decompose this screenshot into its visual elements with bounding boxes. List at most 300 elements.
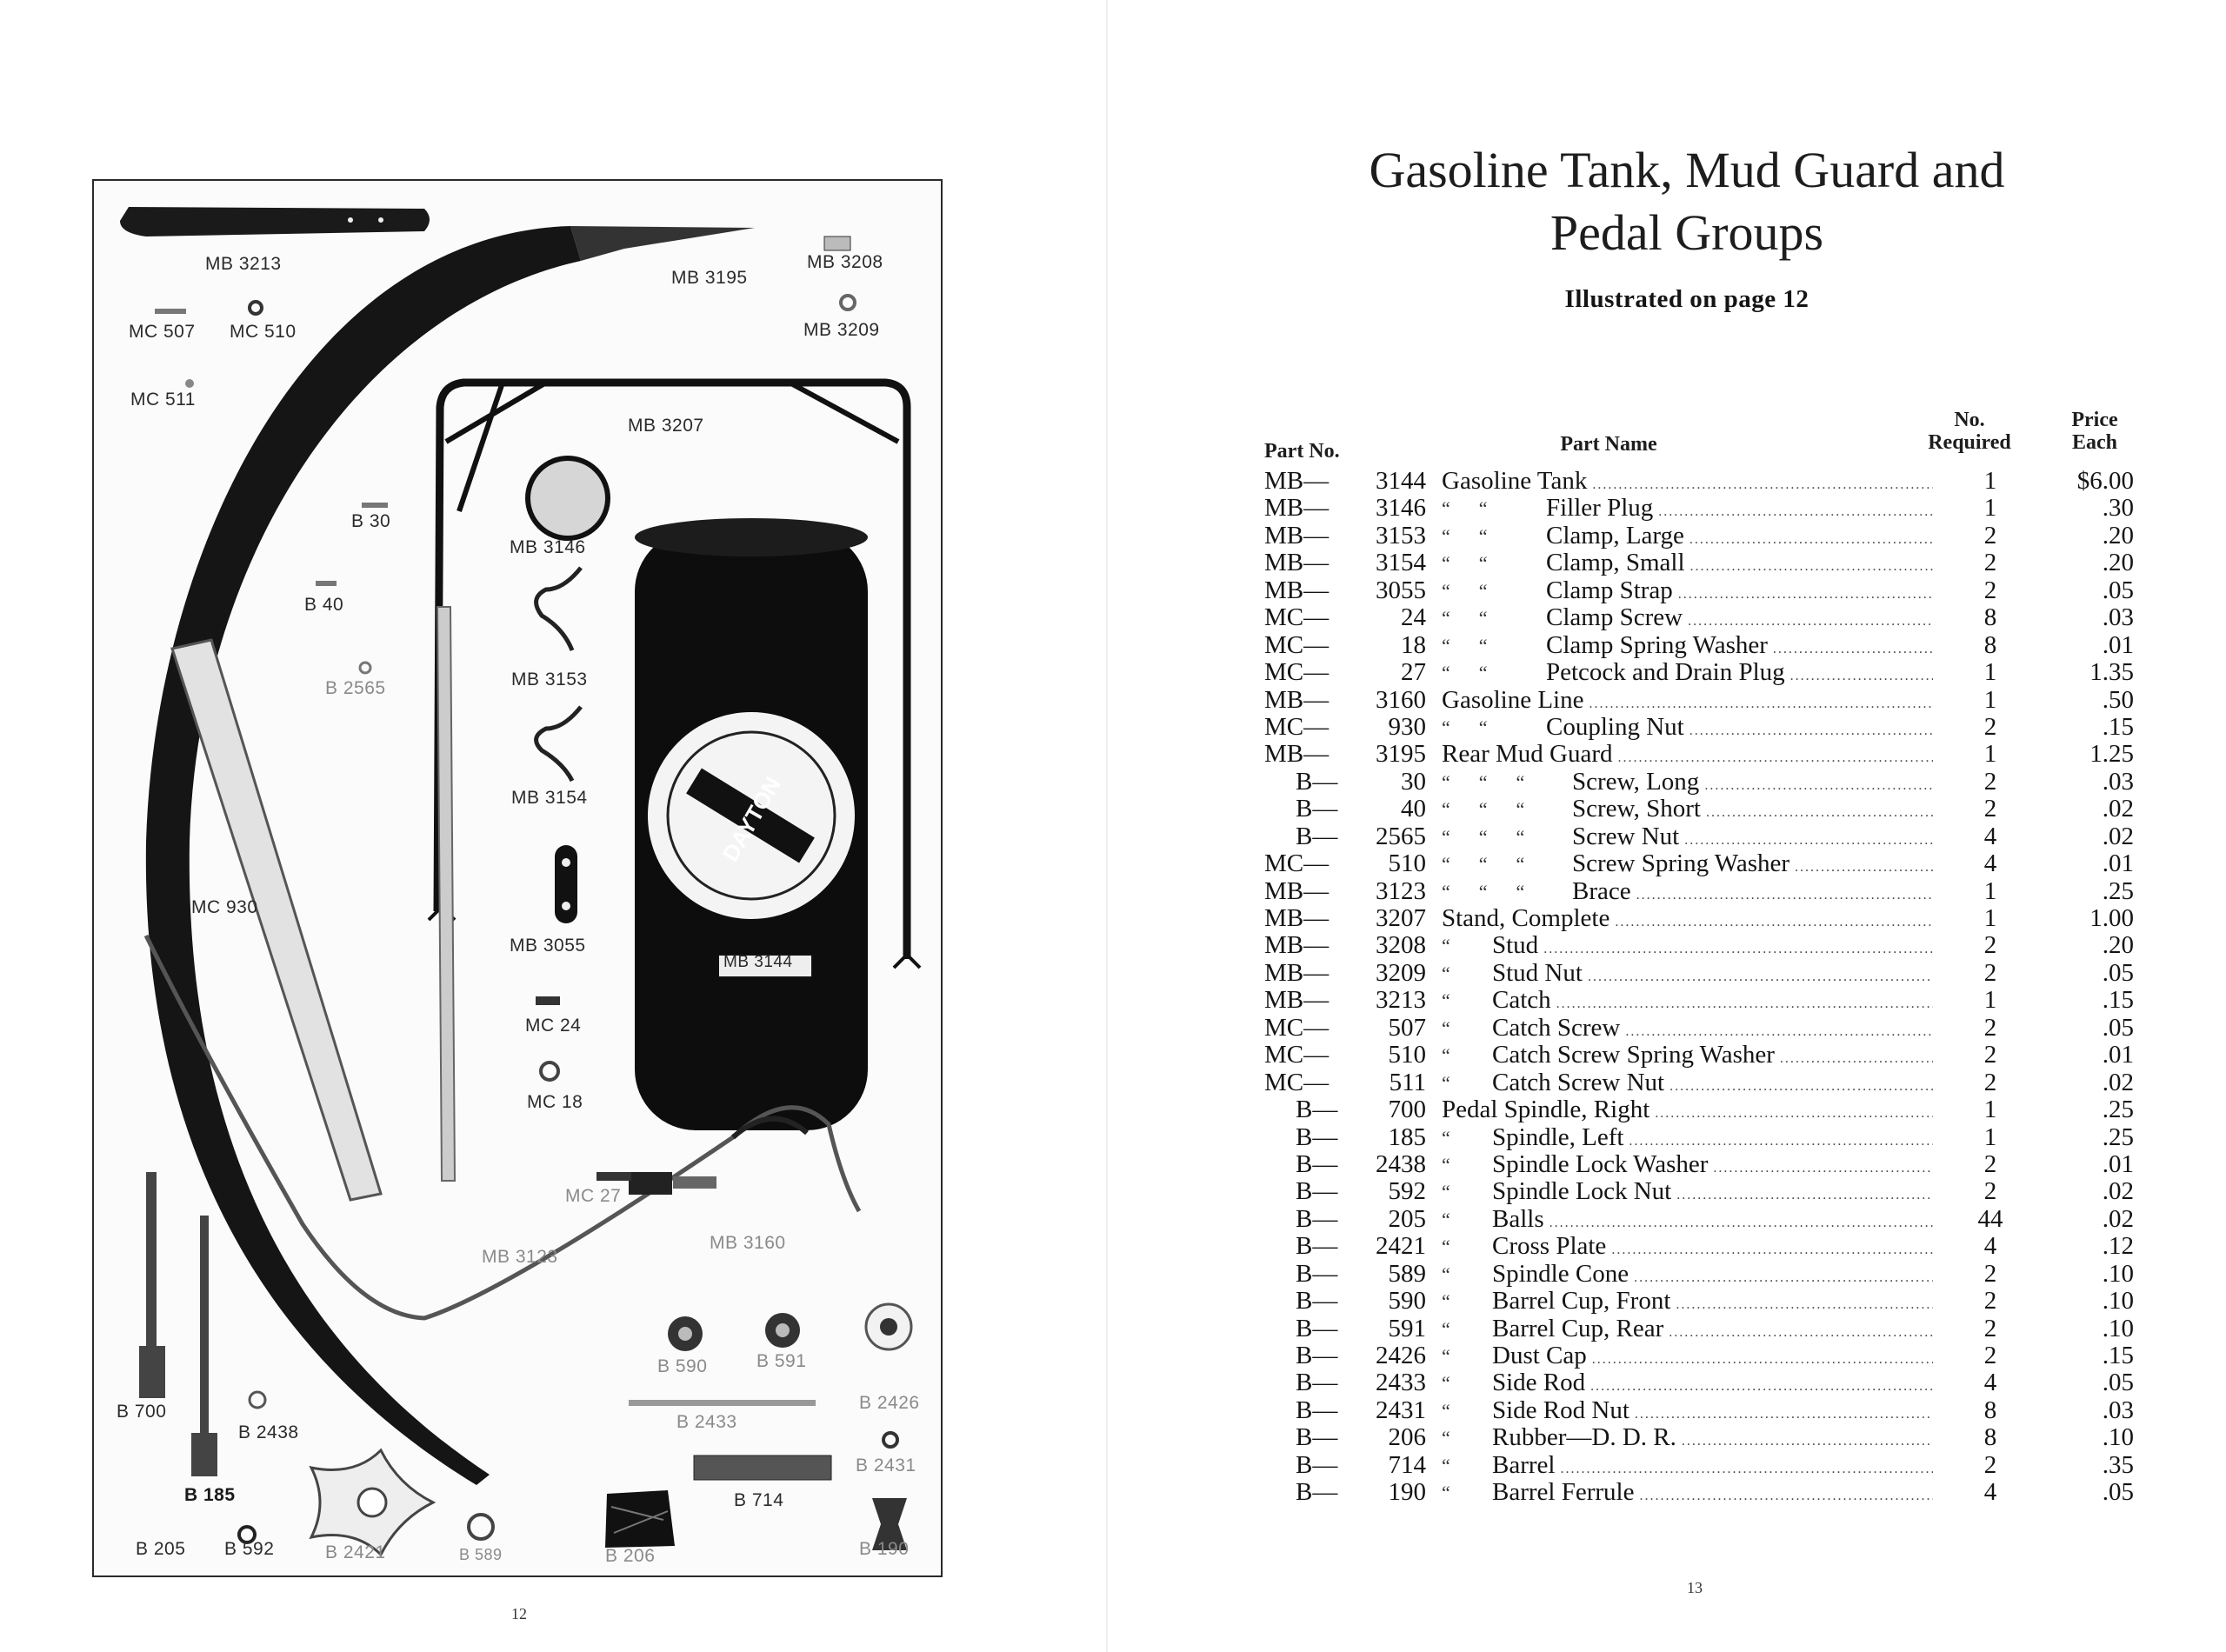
part-number-prefix: B— [1296, 822, 1338, 850]
quantity-required: 2 [1983, 1342, 1997, 1369]
part-number: 510 [1388, 1041, 1426, 1069]
clamp-strap-drawing [555, 845, 577, 923]
part-number: 3146 [1376, 494, 1426, 523]
part-name [1442, 741, 1933, 771]
part-number-prefix: B— [1296, 1478, 1338, 1507]
parts-table-row [1264, 1369, 2134, 1396]
price-each: .30 [2102, 494, 2134, 523]
part-label-mb3154: MB 3154 [511, 788, 588, 808]
quantity-required: 2 [1983, 958, 1997, 987]
part-name-text: Catch [1492, 987, 1551, 1015]
price-each: 1.00 [2089, 904, 2134, 932]
part-name [1442, 1178, 1933, 1209]
quantity-required: 1 [1983, 1122, 1997, 1151]
pedal-spindle-left-drawing [191, 1216, 217, 1476]
part-number: 3208 [1376, 931, 1426, 960]
price-each: .20 [2102, 931, 2134, 960]
part-number-prefix: MC— [1264, 1041, 1330, 1069]
quantity-required: 1 [1983, 904, 1997, 932]
part-name [1442, 1015, 1933, 1045]
quantity-required: 1 [1983, 986, 1997, 1015]
part-name-text: Spindle Lock Washer [1492, 1150, 1709, 1178]
part-name [1442, 604, 1933, 635]
part-name-text: Rear Mud Guard [1442, 741, 1613, 769]
part-name [1442, 769, 1933, 799]
part-name-text: Screw Spring Washer [1572, 850, 1790, 878]
part-name [1442, 1288, 1933, 1318]
page-title-line-1: Gasoline Tank, Mud Guard and [1369, 142, 2005, 198]
price-each: .10 [2102, 1423, 2134, 1452]
part-name-text: Clamp Spring Washer [1546, 631, 1768, 659]
ditto-marks: “ “ [1442, 607, 1488, 629]
part-label-b30: B 30 [351, 511, 391, 531]
parts-table-row [1264, 1206, 2134, 1233]
book-spine [1106, 0, 1108, 1652]
parts-table-row [1264, 687, 2134, 714]
price-each: 1.25 [2089, 740, 2134, 769]
ditto-marks: “ [1442, 1399, 1450, 1422]
part-name-text: Barrel Ferrule [1492, 1479, 1635, 1507]
parts-table-row [1264, 741, 2134, 768]
quantity-required: 44 [1977, 1204, 2003, 1233]
parts-table-row [1264, 960, 2134, 987]
part-label-b591: B 591 [756, 1351, 807, 1371]
part-name-text: Stand, Complete [1442, 905, 1610, 932]
parts-table-row [1264, 1261, 2134, 1288]
price-each: .03 [2102, 603, 2134, 632]
parts-table-row [1264, 1178, 2134, 1205]
part-number: 930 [1388, 712, 1426, 741]
part-label-mb3153: MB 3153 [511, 669, 588, 689]
parts-table-row [1264, 604, 2134, 631]
part-name-text: Gasoline Line [1442, 686, 1584, 714]
part-name-text: Petcock and Drain Plug [1546, 659, 1785, 687]
price-each: .10 [2102, 1287, 2134, 1316]
part-number: 3123 [1376, 876, 1426, 905]
part-label-mb3208: MB 3208 [807, 252, 883, 272]
clamp-small-drawing [537, 707, 581, 781]
column-header-price [2047, 409, 2143, 454]
part-number-prefix: MB— [1264, 494, 1330, 523]
part-name [1442, 932, 1933, 963]
ditto-marks: “ [1442, 1454, 1450, 1476]
ditto-marks: “ [1442, 1345, 1450, 1367]
part-label-b206: B 206 [605, 1546, 656, 1566]
parts-table-row [1264, 905, 2134, 932]
price-each: .25 [2102, 876, 2134, 905]
ditto-marks: “ [1442, 1372, 1450, 1395]
part-number: 185 [1388, 1122, 1426, 1151]
part-number-prefix: B— [1296, 1259, 1338, 1288]
part-number-prefix: B— [1296, 1122, 1338, 1151]
part-number: 3144 [1376, 467, 1426, 495]
part-label-b700: B 700 [117, 1402, 167, 1422]
part-label-b2438: B 2438 [238, 1422, 299, 1442]
part-name-text: Clamp, Large [1546, 522, 1684, 550]
parts-table-row [1264, 1015, 2134, 1042]
part-label-mb3123: MB 3123 [482, 1247, 558, 1267]
price-each: .05 [2102, 1013, 2134, 1042]
price-each: 1.35 [2089, 658, 2134, 687]
ditto-marks: “ [1442, 1016, 1450, 1039]
part-name [1442, 1124, 1933, 1155]
part-number-prefix: B— [1296, 767, 1338, 796]
ditto-marks: “ “ “ [1442, 825, 1525, 848]
quantity-required: 4 [1983, 1478, 1997, 1507]
page-title [1252, 139, 2122, 264]
petcock-drawing [629, 1172, 672, 1195]
tank-emblem-text: DAYTON [716, 772, 786, 866]
price-each: .15 [2102, 1342, 2134, 1369]
ditto-marks: “ “ [1442, 662, 1488, 684]
part-number: 700 [1388, 1096, 1426, 1124]
part-name-text: Screw, Short [1572, 796, 1701, 823]
parts-table-row [1264, 714, 2134, 741]
part-name-text: Brace [1572, 877, 1631, 905]
quantity-required: 2 [1983, 1259, 1997, 1288]
ditto-marks: “ “ [1442, 524, 1488, 547]
part-number-prefix: MB— [1264, 467, 1330, 495]
catch-part-drawing [120, 207, 430, 236]
part-number-prefix: MC— [1264, 1013, 1330, 1042]
part-number: 2421 [1376, 1232, 1426, 1261]
part-label-mc930: MC 930 [191, 897, 258, 917]
part-label-mc511: MC 511 [130, 390, 196, 410]
part-label-mb3160: MB 3160 [710, 1233, 786, 1253]
part-name [1442, 1369, 1933, 1400]
column-header-part-name: Part Name [1560, 433, 1657, 456]
parts-table-row [1264, 1397, 2134, 1424]
part-name [1442, 468, 1933, 498]
part-name [1442, 1452, 1933, 1482]
part-number-prefix: MB— [1264, 931, 1330, 960]
quantity-required: 8 [1983, 1423, 1997, 1452]
parts-table-row [1264, 850, 2134, 877]
ditto-marks: “ “ “ [1442, 770, 1525, 793]
parts-table-row [1264, 1042, 2134, 1069]
part-name-text: Barrel [1492, 1451, 1556, 1479]
part-label-b2426: B 2426 [859, 1393, 920, 1413]
ditto-marks: “ [1442, 1236, 1450, 1258]
ditto-marks: “ [1442, 1482, 1450, 1504]
part-number-prefix: B— [1296, 1204, 1338, 1233]
part-number-prefix: MC— [1264, 658, 1330, 687]
part-name [1442, 796, 1933, 826]
page-number-left: 12 [511, 1605, 527, 1622]
part-name-text: Coupling Nut [1546, 713, 1684, 741]
part-name [1442, 1042, 1933, 1072]
part-label-b2431: B 2431 [856, 1455, 916, 1475]
part-number-prefix: MC— [1264, 712, 1330, 741]
part-number-prefix: B— [1296, 1232, 1338, 1261]
part-label-mc24: MC 24 [525, 1016, 582, 1036]
parts-list-table [1264, 468, 2134, 1507]
parts-table-row [1264, 878, 2134, 905]
part-name [1442, 1206, 1933, 1236]
ditto-marks: “ “ “ [1442, 798, 1525, 821]
part-name-text: Balls [1492, 1205, 1544, 1233]
quantity-required: 2 [1983, 1450, 1997, 1479]
part-name-text: Clamp Strap [1546, 576, 1673, 604]
part-name [1442, 1397, 1933, 1428]
quantity-required: 2 [1983, 1068, 1997, 1096]
ditto-marks: “ [1442, 989, 1450, 1012]
parts-table-row [1264, 1342, 2134, 1369]
ditto-marks: “ [1442, 1290, 1450, 1313]
part-number-prefix: B— [1296, 795, 1338, 823]
part-number-prefix: B— [1296, 1369, 1338, 1397]
part-name-text: Catch Screw Spring Washer [1492, 1042, 1775, 1069]
quantity-required: 1 [1983, 876, 1997, 905]
part-number: 3154 [1376, 549, 1426, 577]
part-number-prefix: B— [1296, 1450, 1338, 1479]
parts-table-row [1264, 1452, 2134, 1479]
part-label-mb3207: MB 3207 [628, 416, 704, 436]
part-number-prefix: MC— [1264, 603, 1330, 632]
quantity-required: 1 [1983, 467, 1997, 495]
price-each: .05 [2102, 576, 2134, 604]
part-number-prefix: MB— [1264, 876, 1330, 905]
parts-table-row [1264, 1069, 2134, 1096]
part-label-b185: B 185 [184, 1485, 236, 1505]
part-number-prefix: MB— [1264, 904, 1330, 932]
part-number: 3207 [1376, 904, 1426, 932]
pedal-spindle-right-drawing [139, 1172, 165, 1398]
ditto-marks: “ [1442, 1126, 1450, 1149]
part-number: 206 [1388, 1423, 1426, 1452]
barrel-drawing [694, 1455, 831, 1480]
parts-table-row [1264, 1124, 2134, 1151]
part-label-mc510: MC 510 [230, 322, 297, 342]
parts-table-row [1264, 823, 2134, 850]
part-name [1442, 1342, 1933, 1373]
part-name-text: Catch Screw [1492, 1014, 1621, 1042]
quantity-required: 1 [1983, 658, 1997, 687]
quantity-required: 2 [1983, 549, 1997, 577]
part-label-b592: B 592 [224, 1539, 275, 1559]
part-number: 27 [1401, 658, 1426, 687]
quantity-required: 8 [1983, 1396, 1997, 1424]
part-number: 2438 [1376, 1149, 1426, 1178]
price-each: .01 [2102, 1149, 2134, 1178]
price-each: .01 [2102, 849, 2134, 878]
part-number: 3195 [1376, 740, 1426, 769]
part-label-b40: B 40 [304, 595, 344, 615]
part-label-b190: B 190 [859, 1539, 910, 1559]
part-name [1442, 523, 1933, 553]
price-each: .20 [2102, 521, 2134, 550]
part-number: 2431 [1376, 1396, 1426, 1424]
part-number-prefix: MB— [1264, 958, 1330, 987]
part-name-text: Catch Screw Nut [1492, 1069, 1665, 1096]
part-number: 510 [1388, 849, 1426, 878]
part-name-text: Stud [1492, 932, 1539, 960]
part-label-mb3146: MB 3146 [510, 537, 586, 557]
part-number-prefix: MB— [1264, 740, 1330, 769]
parts-table-row [1264, 932, 2134, 959]
price-each: .02 [2102, 1204, 2134, 1233]
part-label-mb3055: MB 3055 [510, 936, 586, 956]
quantity-required: 2 [1983, 767, 1997, 796]
parts-table-row [1264, 523, 2134, 550]
ditto-marks: “ “ [1442, 497, 1488, 520]
parts-table-row [1264, 1288, 2134, 1315]
part-name-text: Clamp, Small [1546, 550, 1685, 577]
part-name [1442, 1316, 1933, 1346]
part-name-text: Dust Cap [1492, 1342, 1587, 1369]
price-each: .25 [2102, 1096, 2134, 1124]
part-number: 507 [1388, 1013, 1426, 1042]
quantity-required: 1 [1983, 740, 1997, 769]
quantity-required: 4 [1983, 1369, 1997, 1397]
part-name [1442, 659, 1933, 689]
quantity-required: 2 [1983, 576, 1997, 604]
part-number-prefix: MB— [1264, 521, 1330, 550]
parts-table-row [1264, 1479, 2134, 1506]
part-name-text: Spindle Lock Nut [1492, 1178, 1672, 1206]
part-label-b589: B 589 [459, 1546, 503, 1563]
column-header-price-line-1: Price [2071, 409, 2118, 431]
part-name [1442, 850, 1933, 881]
part-label-mb3209: MB 3209 [803, 320, 880, 340]
side-rod-drawing [629, 1400, 816, 1406]
part-name-text: Side Rod [1492, 1369, 1586, 1397]
ditto-marks: “ “ [1442, 634, 1488, 656]
part-number: 3153 [1376, 521, 1426, 550]
part-label-mb3195: MB 3195 [671, 268, 748, 288]
column-header-required-line-1: No. [1954, 409, 1985, 431]
quantity-required: 2 [1983, 521, 1997, 550]
part-label-b714: B 714 [734, 1490, 784, 1510]
ditto-marks: “ “ [1442, 552, 1488, 575]
part-number-prefix: MB— [1264, 549, 1330, 577]
parts-table-row [1264, 1424, 2134, 1451]
quantity-required: 8 [1983, 603, 1997, 632]
price-each: .02 [2102, 1177, 2134, 1206]
ditto-marks: “ [1442, 1044, 1450, 1067]
part-name [1442, 1233, 1933, 1263]
part-name [1442, 687, 1933, 717]
quantity-required: 2 [1983, 1041, 1997, 1069]
price-each: .15 [2102, 986, 2134, 1015]
part-label-b2565: B 2565 [325, 678, 386, 698]
part-label-b590: B 590 [657, 1356, 708, 1376]
part-number: 205 [1388, 1204, 1426, 1233]
part-name-text: Stud Nut [1492, 959, 1583, 987]
part-number: 40 [1401, 795, 1426, 823]
price-each: .35 [2102, 1450, 2134, 1479]
column-header-part-no: Part No. [1264, 440, 1340, 463]
parts-table-row [1264, 550, 2134, 576]
parts-table-row [1264, 495, 2134, 522]
ditto-marks: “ [1442, 962, 1450, 984]
page-title-line-2: Pedal Groups [1550, 204, 1824, 261]
quantity-required: 4 [1983, 822, 1997, 850]
part-label-b205: B 205 [136, 1539, 186, 1559]
parts-table-row [1264, 1316, 2134, 1342]
part-number-prefix: B— [1296, 1342, 1338, 1369]
part-name-text: Screw, Long [1572, 768, 1700, 796]
quantity-required: 2 [1983, 1149, 1997, 1178]
part-label-mb3144: MB 3144 [723, 953, 793, 971]
parts-table-row [1264, 577, 2134, 604]
part-name [1442, 495, 1933, 525]
parts-illustration-plate [92, 179, 943, 1577]
page-subtitle: Illustrated on page 12 [1564, 285, 1809, 313]
part-number: 24 [1401, 603, 1426, 632]
part-name-text: Filler Plug [1546, 495, 1654, 523]
ditto-marks: “ [1442, 1427, 1450, 1449]
part-name [1442, 878, 1933, 909]
quantity-required: 2 [1983, 931, 1997, 960]
part-number-prefix: MC— [1264, 630, 1330, 659]
part-name [1442, 1424, 1933, 1455]
rear-mud-guard-drawing [146, 226, 581, 1485]
part-name [1442, 714, 1933, 744]
part-name [1442, 960, 1933, 990]
part-number-prefix: MB— [1264, 685, 1330, 714]
price-each: .05 [2102, 1478, 2134, 1507]
ditto-marks: “ “ [1442, 579, 1488, 602]
part-name-text: Pedal Spindle, Right [1442, 1096, 1650, 1124]
part-name-text: Screw Nut [1572, 823, 1680, 850]
ditto-marks: “ [1442, 1208, 1450, 1230]
part-number: 591 [1388, 1314, 1426, 1342]
part-label-b2433: B 2433 [676, 1412, 737, 1432]
part-number: 511 [1389, 1068, 1426, 1096]
ditto-marks: “ [1442, 935, 1450, 957]
part-name-text: Side Rod Nut [1492, 1396, 1630, 1424]
part-number: 190 [1388, 1478, 1426, 1507]
part-name-text: Gasoline Tank [1442, 468, 1588, 495]
quantity-required: 4 [1983, 849, 1997, 878]
quantity-required: 8 [1983, 630, 1997, 659]
quantity-required: 2 [1983, 1287, 1997, 1316]
part-number-prefix: B— [1296, 1314, 1338, 1342]
price-each: .50 [2102, 685, 2134, 714]
parts-table-row [1264, 769, 2134, 796]
part-name-text: Rubber—D. D. R. [1492, 1424, 1676, 1452]
part-label-b2421: B 2421 [325, 1542, 386, 1562]
part-number: 592 [1388, 1177, 1426, 1206]
part-name-text: Spindle Cone [1492, 1260, 1630, 1288]
column-header-required-line-2: Required [1928, 431, 2011, 454]
clamp-large-drawing [537, 568, 581, 650]
parts-table-row [1264, 659, 2134, 686]
quantity-required: 2 [1983, 712, 1997, 741]
price-each: .01 [2102, 630, 2134, 659]
column-header-required [1904, 409, 2035, 454]
price-each: .25 [2102, 1122, 2134, 1151]
part-number: 3160 [1376, 685, 1426, 714]
part-name [1442, 1096, 1933, 1127]
part-number-prefix: MC— [1264, 1068, 1330, 1096]
part-name-text: Clamp Screw [1546, 604, 1683, 632]
quantity-required: 1 [1983, 685, 1997, 714]
part-name [1442, 987, 1933, 1017]
parts-table-row [1264, 1096, 2134, 1123]
part-name-text: Barrel Cup, Front [1492, 1288, 1671, 1316]
rubber-drawing [605, 1490, 675, 1548]
part-number: 30 [1401, 767, 1426, 796]
part-number: 589 [1388, 1259, 1426, 1288]
ditto-marks: “ “ “ [1442, 880, 1525, 903]
price-each: .02 [2102, 822, 2134, 850]
price-each: .10 [2102, 1314, 2134, 1342]
part-number-prefix: B— [1296, 1423, 1338, 1452]
part-name [1442, 550, 1933, 580]
part-label-mc27: MC 27 [565, 1186, 622, 1206]
